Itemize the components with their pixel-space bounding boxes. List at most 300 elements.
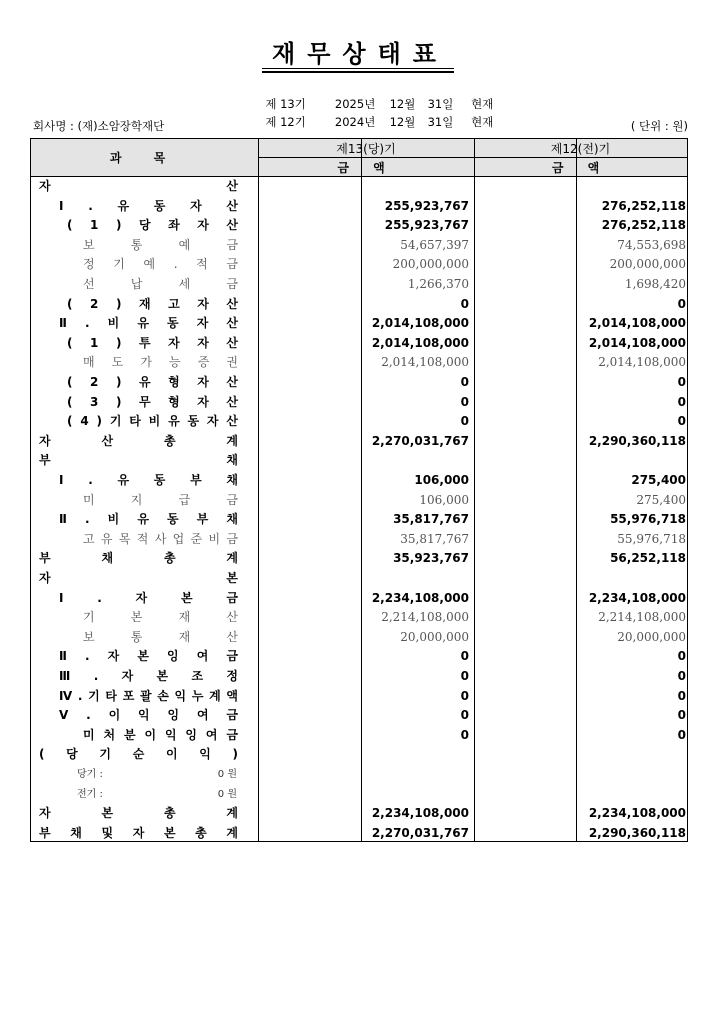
account-label-char: . [85, 512, 90, 527]
account-label [67, 393, 238, 413]
subject-header: 과 목 [109, 151, 180, 165]
account-label-char: 자 [107, 649, 120, 664]
period-suffix: 현재 [471, 97, 494, 111]
account-label-char: ( [67, 296, 73, 311]
table-row [31, 628, 687, 648]
account-label-char: 이 [144, 727, 157, 742]
account-label-char: 자 [132, 825, 145, 840]
account-label-char: . [88, 473, 93, 487]
account-label-char: 증 [197, 355, 210, 370]
previous-amount: 56,252,118 [610, 551, 686, 566]
account-label-char: 미 [83, 727, 95, 742]
account-label-char: 기 [109, 414, 122, 429]
previous-amount: 276,252,118 [601, 218, 686, 233]
account-label-char: ) [115, 335, 122, 350]
account-label-char: 3 [90, 394, 99, 409]
account-label-char: 본 [137, 649, 149, 664]
account-label-char: 금 [226, 257, 238, 272]
account-label [39, 549, 238, 569]
account-label-char: 여 [205, 727, 218, 742]
previous-amount: 0 [677, 708, 686, 723]
account-label-char: 자 [190, 198, 202, 213]
account-label-char: 목 [118, 531, 131, 546]
account-label [39, 432, 238, 452]
account-label-char: 여 [196, 708, 209, 723]
account-label-char: 괄 [139, 688, 152, 703]
table-row [31, 216, 687, 236]
account-label [83, 628, 238, 648]
account-label-char: 분 [123, 727, 136, 742]
account-label-char: 부 [39, 453, 51, 468]
account-label-char: . [85, 649, 90, 664]
period-month: 12월 [389, 115, 416, 129]
account-label-char: 자 [196, 316, 209, 331]
period-day: 31일 [427, 97, 454, 111]
account-label-char: ( [67, 335, 73, 350]
current-amount: 2,270,031,767 [371, 433, 469, 448]
account-label-char: 본 [101, 806, 114, 821]
account-label-char: 고 [168, 296, 180, 311]
account-label-char: 예 [143, 257, 156, 272]
account-label-char: 보 [83, 237, 95, 252]
account-label-char: 당 [66, 747, 78, 762]
table-row [31, 765, 687, 785]
table-row [31, 569, 687, 589]
account-label [59, 647, 238, 667]
account-label [83, 726, 238, 746]
previous-amount: 0 [677, 375, 686, 389]
account-label [83, 353, 238, 373]
account-label-char: 미 [83, 492, 95, 507]
account-label-char: 여 [196, 649, 209, 664]
table-row [31, 177, 687, 197]
account-label-char: 자 [39, 571, 51, 585]
previous-amount: 275,400 [636, 492, 686, 507]
account-label-char: 4 [80, 414, 89, 429]
account-label-char: 자 [197, 296, 209, 311]
current-amount: 0 [460, 296, 469, 311]
account-label-char: 금 [226, 649, 238, 664]
account-label-char: 비 [208, 531, 221, 546]
account-label-char: 매 [83, 355, 95, 370]
account-label-char: ) [115, 375, 122, 389]
account-label-char: 적 [196, 257, 208, 272]
previous-amount: 55,976,718 [617, 531, 686, 546]
account-label-char: 계 [226, 806, 238, 821]
account-label-char: 납 [130, 277, 143, 291]
account-label-char: 동 [153, 198, 166, 213]
previous-amount: 74,553,698 [617, 237, 686, 252]
account-label-char: 자 [197, 218, 209, 233]
account-label-char: 금 [226, 492, 238, 507]
previous-amount: 200,000,000 [609, 257, 686, 272]
account-label-char: . [93, 669, 99, 683]
account-label-char: 정 [83, 257, 95, 272]
account-label-char: 사 [154, 531, 167, 546]
account-label-char: Ⅱ [59, 512, 67, 527]
account-label-char: 재 [138, 296, 151, 311]
account-label-char: 누 [191, 688, 204, 703]
account-label-char: 총 [163, 806, 176, 821]
account-label-char: 산 [226, 335, 238, 350]
account-label-char: 예 [178, 237, 191, 252]
account-label-char: 본 [226, 571, 238, 585]
account-label-char: 세 [178, 277, 191, 291]
account-label-char: 순 [132, 747, 145, 762]
current-amount: 2,014,108,000 [381, 355, 469, 370]
account-label [67, 373, 238, 393]
account-label-char: 비 [107, 512, 120, 527]
account-label-char: 금 [226, 531, 238, 546]
account-label-char: 본 [130, 610, 143, 625]
period-year: 2025년 [334, 97, 376, 111]
account-label [59, 589, 238, 609]
unit-label: ( 단위 : 원) [630, 119, 688, 133]
account-label-char: 자 [197, 394, 209, 409]
account-label [59, 510, 238, 530]
previous-amount: 0 [677, 394, 686, 409]
account-label-char: 산 [226, 394, 238, 409]
current-amount: 0 [460, 394, 469, 409]
account-label-char: 비 [107, 316, 120, 331]
account-label-char: 부 [196, 512, 209, 527]
account-label-char: 고 [83, 531, 95, 546]
account-label [83, 608, 238, 628]
previous-amount: 2,014,108,000 [598, 355, 686, 370]
account-label-char: 급 [178, 492, 191, 507]
note-value: 0 원 [217, 788, 237, 800]
account-label-char: 액 [226, 688, 238, 703]
previous-period-header: 제12(전)기 [550, 142, 611, 156]
current-amount: 35,817,767 [400, 531, 469, 546]
table-row [31, 432, 687, 452]
table-row [31, 275, 687, 295]
previous-amount: 55,976,718 [610, 512, 686, 527]
account-label-char: 재 [178, 610, 191, 625]
table-row [31, 491, 687, 511]
account-label-char: 금 [226, 237, 238, 252]
account-label-char: 잉 [167, 649, 179, 664]
period-day: 31일 [427, 115, 454, 129]
account-label-char: 처 [103, 727, 116, 742]
account-label-char: Ⅳ [59, 688, 73, 703]
table-row [31, 824, 687, 844]
account-label-char: 투 [138, 335, 151, 350]
account-label-char: 부 [39, 551, 51, 566]
previous-amount: 2,214,108,000 [598, 610, 686, 625]
account-label-char: 계 [226, 433, 238, 448]
previous-amount: 2,014,108,000 [588, 335, 686, 350]
table-row [31, 608, 687, 628]
account-label-char: 계 [209, 688, 221, 703]
previous-amount: 276,252,118 [601, 198, 686, 213]
note-label: 전기 : [77, 788, 103, 800]
current-amount: 35,817,767 [393, 512, 469, 527]
account-label-char: ( [67, 218, 73, 233]
current-amount: 0 [460, 708, 469, 723]
account-label-char: 1 [90, 335, 99, 350]
account-label [59, 706, 238, 726]
note-value: 0 원 [217, 769, 237, 780]
current-amount: 2,014,108,000 [371, 335, 469, 350]
account-label-char: ( [67, 414, 73, 429]
account-label-char: 동 [167, 316, 179, 331]
account-label-char: 본 [181, 590, 193, 605]
current-amount: 2,234,108,000 [371, 806, 469, 821]
account-label-char: 자 [168, 335, 180, 350]
account-label [59, 314, 238, 334]
title-underline-thick [262, 71, 454, 73]
account-label-char: 동 [187, 414, 200, 429]
account-label-char: . [97, 590, 102, 605]
table-row [31, 334, 687, 354]
account-label [83, 236, 238, 256]
previous-amount: 275,400 [631, 473, 686, 487]
account-label-char: 보 [83, 629, 95, 644]
period-month: 12월 [389, 97, 416, 111]
table-row [31, 197, 687, 217]
account-label-char: 손 [157, 688, 169, 703]
balance-sheet-table [30, 138, 688, 842]
account-label-char: 산 [226, 414, 238, 429]
previous-amount: 2,014,108,000 [588, 316, 686, 331]
current-amount: 255,923,767 [384, 198, 469, 213]
current-amount: 0 [460, 727, 469, 742]
account-label-char: Ⅲ [59, 669, 71, 683]
table-row [31, 373, 687, 393]
account-label-char: 익 [199, 747, 211, 762]
account-label-char: 계 [226, 551, 238, 566]
period-term: 제 13기 [265, 97, 306, 111]
account-label-char: 본 [163, 825, 176, 840]
previous-amount: 1,698,420 [624, 277, 686, 291]
table-row [31, 412, 687, 432]
note-label: 당기 : [77, 769, 103, 780]
account-label [59, 667, 238, 687]
page-title: 재무상태표 [272, 40, 448, 68]
account-label-char: 자 [39, 179, 51, 193]
account-label-char: 기 [113, 257, 125, 272]
account-label-char: 산 [226, 316, 238, 331]
account-label-char: 유 [100, 531, 113, 546]
current-amount: 2,014,108,000 [371, 316, 469, 331]
account-label-char: 산 [226, 629, 238, 644]
account-label [83, 275, 238, 295]
account-label [67, 216, 238, 236]
account-label-char: 통 [130, 237, 143, 252]
account-label-char: ) [115, 296, 122, 311]
current-amount: 1,266,370 [407, 277, 469, 291]
account-label-char: 유 [117, 473, 130, 487]
account-label-char: 자 [197, 335, 209, 350]
current-amount: 0 [460, 649, 469, 664]
account-label-char: 지 [130, 492, 143, 507]
account-label-char: 자 [197, 375, 209, 389]
account-label-char: 정 [226, 669, 238, 683]
account-label-char: 기 [83, 610, 95, 625]
account-label-char: Ⅴ [59, 708, 69, 723]
account-label-char: Ⅰ [59, 473, 64, 487]
current-amount: 0 [460, 375, 469, 389]
account-label-char: 유 [137, 316, 149, 331]
account-label-char: 채 [226, 453, 238, 468]
account-label-char: 동 [153, 473, 166, 487]
account-label [67, 334, 238, 354]
account-label-char: ) [115, 394, 122, 409]
previous-amount: 2,290,360,118 [588, 433, 686, 448]
account-label-char: 포 [122, 688, 135, 703]
table-row [31, 236, 687, 256]
account-label-char: 금 [226, 708, 238, 723]
account-label-char: 산 [226, 179, 238, 193]
account-label [59, 687, 238, 707]
account-label-char: 통 [130, 629, 143, 644]
previous-amount: 0 [677, 296, 686, 311]
company-name: 회사명 : (재)소암장학재단 [33, 119, 165, 133]
account-label-char: 산 [226, 375, 238, 389]
previous-amount: 0 [677, 649, 686, 664]
account-label-char: 무 [138, 394, 151, 409]
account-label [83, 530, 238, 550]
current-amount: 0 [460, 414, 469, 429]
account-label-char: 유 [168, 414, 180, 429]
account-label-char: 재 [178, 629, 191, 644]
account-label-char: 총 [195, 825, 207, 840]
current-amount: 255,923,767 [384, 218, 469, 233]
current-amount: 2,234,108,000 [371, 590, 469, 605]
account-label-char: 이 [165, 747, 178, 762]
period-term: 제 12기 [265, 115, 306, 129]
account-label-char: . [173, 257, 178, 272]
account-label-char: 부 [190, 473, 202, 487]
table-row [31, 314, 687, 334]
account-label-char: 자 [206, 414, 219, 429]
account-label-char: 적 [136, 531, 149, 546]
account-label [83, 255, 238, 275]
account-label-char: 총 [163, 551, 176, 566]
account-label-char: 유 [117, 198, 130, 213]
table-row [31, 510, 687, 530]
account-label-char: 타 [105, 688, 117, 703]
account-label-char: 채 [70, 825, 82, 840]
account-label-char: ( [67, 375, 73, 389]
account-label-char: 자 [135, 590, 148, 605]
account-label [39, 745, 238, 765]
account-label-char: 산 [226, 218, 238, 233]
period-suffix: 현재 [471, 115, 494, 129]
current-amount-header: 금 액 [337, 161, 395, 175]
account-label-char: 유 [137, 512, 149, 527]
current-amount: 0 [460, 688, 469, 703]
table-row [31, 647, 687, 667]
account-label-char: 2 [90, 375, 99, 389]
account-label-char: 형 [168, 394, 180, 409]
account-label-char: 도 [111, 355, 124, 370]
account-label-char: ) [96, 414, 102, 429]
account-label-char: 가 [140, 355, 152, 370]
table-row [31, 295, 687, 315]
table-row [31, 353, 687, 373]
account-label-char: 금 [226, 727, 238, 742]
period-previous [258, 100, 493, 130]
current-amount: 2,214,108,000 [381, 610, 469, 625]
account-label [39, 824, 238, 844]
account-label-char: 권 [226, 355, 238, 370]
account-label-char: 산 [226, 296, 238, 311]
account-label-char: 자 [39, 433, 51, 448]
account-label-char: . [88, 198, 93, 213]
previous-amount: 20,000,000 [617, 629, 686, 644]
account-label-char: 잉 [167, 708, 180, 723]
period-year: 2024년 [334, 115, 376, 129]
table-row [31, 726, 687, 746]
account-label-char: 능 [169, 355, 181, 370]
account-label-char: 산 [226, 610, 238, 625]
table-row [31, 393, 687, 413]
account-label-char: 자 [39, 806, 51, 821]
account-label-char: 금 [226, 277, 238, 291]
account-label-char: ) [232, 747, 238, 762]
account-label-char: Ⅰ [59, 590, 64, 605]
account-label-char: 업 [172, 531, 185, 546]
current-amount: 35,923,767 [393, 551, 469, 566]
account-label-char: 유 [138, 375, 151, 389]
account-label-char: 기 [88, 688, 100, 703]
account-label [59, 471, 238, 491]
table-row [31, 687, 687, 707]
current-amount: 200,000,000 [392, 257, 469, 272]
account-label [83, 491, 238, 511]
account-label-char: 잉 [185, 727, 198, 742]
previous-amount: 0 [677, 669, 686, 683]
account-label-char: 기 [99, 747, 112, 762]
current-amount: 54,657,397 [400, 237, 469, 252]
account-label-char: 부 [39, 825, 51, 840]
table-row [31, 667, 687, 687]
account-label-char: 채 [226, 473, 238, 487]
account-label-char: 타 [129, 414, 141, 429]
previous-amount: 0 [677, 414, 686, 429]
previous-amount: 2,234,108,000 [588, 806, 686, 821]
table-row [31, 706, 687, 726]
account-label-char: 2 [90, 296, 99, 311]
current-amount: 106,000 [419, 492, 469, 507]
table-row [31, 451, 687, 471]
account-label [67, 412, 238, 432]
account-label-char: 1 [90, 218, 99, 233]
table-row [31, 471, 687, 491]
account-label-char: ( [67, 394, 73, 409]
account-label-char: Ⅰ [59, 198, 64, 213]
table-row [31, 530, 687, 550]
account-label-char: 형 [168, 375, 180, 389]
account-label [39, 569, 238, 589]
account-label-char: 채 [226, 512, 238, 527]
account-label-char: 채 [101, 551, 114, 566]
account-label [39, 177, 238, 197]
account-label-char: . [77, 688, 83, 703]
account-label-char: ( [39, 747, 45, 762]
table-row [31, 549, 687, 569]
account-label-char: . [86, 708, 91, 723]
table-row [31, 745, 687, 765]
account-label-char: ) [115, 218, 122, 233]
account-label-char: Ⅱ [59, 316, 67, 331]
previous-amount: 2,290,360,118 [588, 825, 686, 840]
account-label-char: 익 [138, 708, 150, 723]
current-amount: 2,270,031,767 [371, 825, 469, 840]
account-label [59, 197, 238, 217]
